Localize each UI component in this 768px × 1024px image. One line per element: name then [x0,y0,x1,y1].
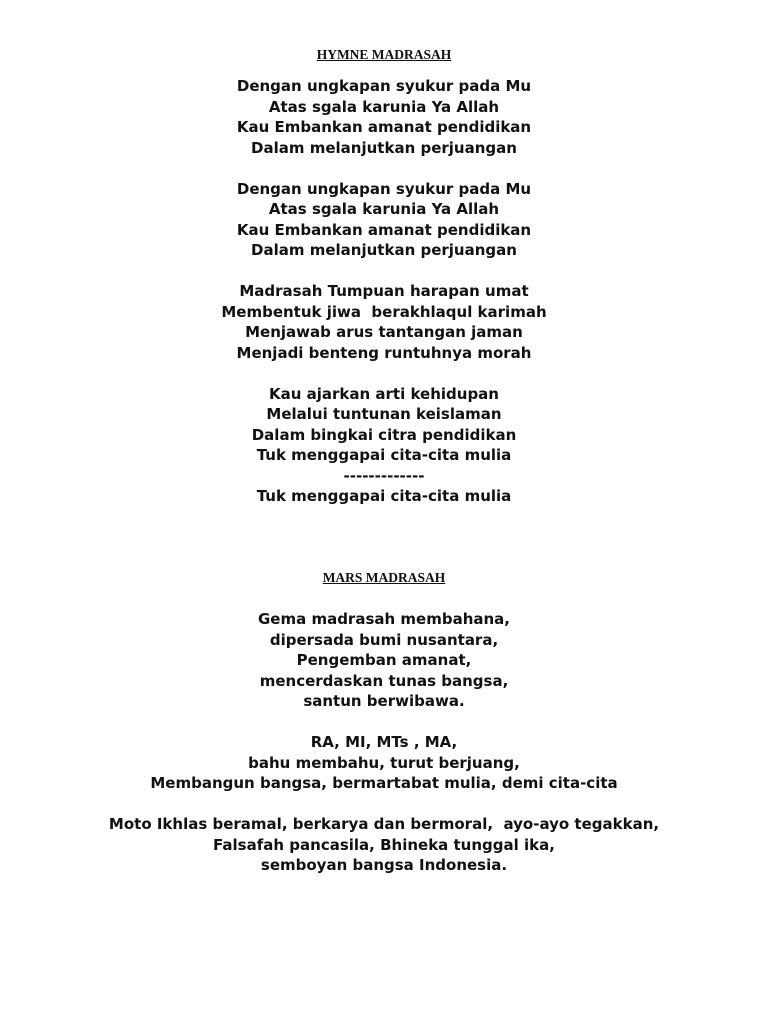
hymne-title: HYMNE MADRASAH [316,47,452,62]
stanza [0,179,768,261]
lyric-line: mencerdaskan tunas bangsa, [259,671,509,690]
lyric-line: Kau ajarkan arti kehidupan [268,384,499,403]
stanza [0,281,768,363]
lyric-line: semboyan bangsa Indonesia. [260,856,508,874]
lyric-line: Menjawab arus tantangan jaman [245,323,523,341]
lyric-line: Kau Embankan amanat pendidikan [236,118,532,136]
stanza [0,76,768,158]
lyric-line: Dalam melanjutkan perjuangan [251,138,517,157]
lyric-line: Madrasah Tumpuan harapan umat [239,282,529,300]
stanza [0,609,768,712]
lyric-line: Dengan ungkapan syukur pada Mu [236,77,532,95]
lyric-line: RA, MI, MTs , MA, [310,733,458,751]
lyric-line: Pengemban amanat, [296,651,472,669]
lyric-line: Dengan ungkapan syukur pada Mu [236,179,532,198]
lyric-line: Kau Embankan amanat pendidikan [236,220,532,239]
lyric-line: Membentuk jiwa berakhlaqul karimah [221,302,547,321]
lyric-line: Melalui tuntunan keislaman [266,405,502,423]
stanza [0,732,768,794]
stanza [0,814,768,876]
lyric-line: Tuk menggapai cita-cita mulia [256,446,512,464]
lyric-line: Membangun bangsa, bermartabat mulia, demi cita-cita [150,774,618,792]
lyric-line: Atas sgala karunia Ya Allah [268,200,500,218]
lyric-line: dipersada bumi nusantara, [269,630,499,649]
lyric-line: Tuk menggapai cita-cita mulia [256,487,512,505]
lyric-line: Falsafah pancasila, Bhineka tunggal ika, [213,835,555,854]
lyric-line: santun berwibawa. [303,692,465,710]
mars-lyrics [0,609,768,896]
stanza [0,384,768,507]
lyric-line: bahu membahu, turut berjuang, [248,753,520,772]
lyric-line: Dalam melanjutkan perjuangan [251,241,517,259]
lyric-line: Dalam bingkai citra pendidikan [251,425,517,444]
lyric-line: ------------- [343,466,425,485]
lyric-line: Moto Ikhlas beramal, berkarya dan bermoral, ayo-ayo tegakkan, [108,815,660,833]
lyric-line: Menjadi benteng runtuhnya morah [236,343,532,362]
hymne-lyrics [0,76,768,527]
mars-title: MARS MADRASAH [322,570,446,585]
lyric-line: Gema madrasah membahana, [257,610,510,628]
lyric-line: Atas sgala karunia Ya Allah [268,97,500,116]
